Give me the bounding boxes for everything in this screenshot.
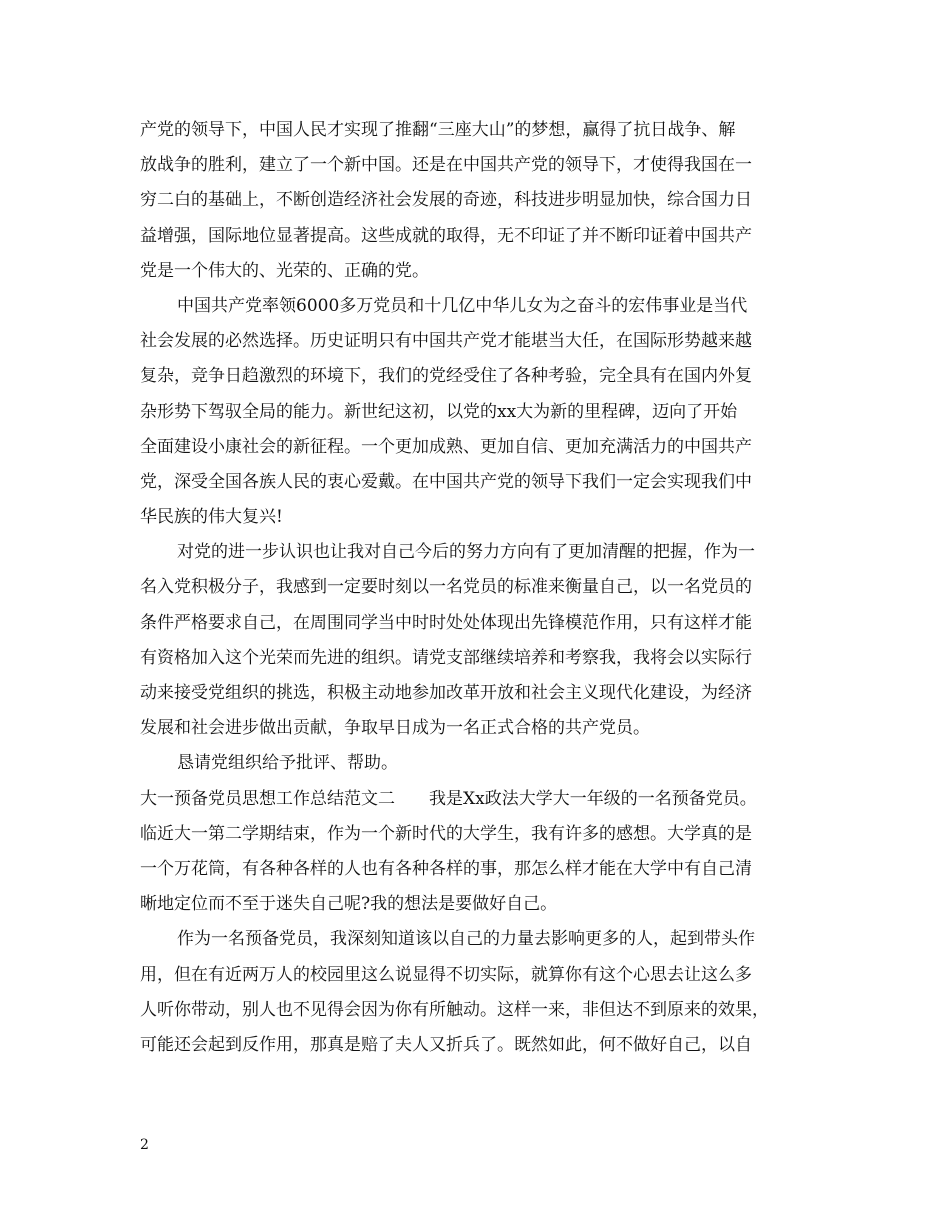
text-line: 作为一名预备党员，我深刻知道该以自己的力量去影响更多的人，起到带头作 [177,929,755,950]
text-line: 党，深受全国各族人民的衷心爱戴。在中国共产党的领导下我们一定会实现我们中 [140,471,752,492]
text-line: 对党的进一步认识也让我对自己今后的努力方向有了更加清醒的把握，作为一 [177,542,755,563]
text-line: 大一预备党员思想工作总结范文二 我是Xx政法大学大一年级的一名预备党员。 [140,788,757,809]
text-line: 益增强，国际地位显著提高。这些成就的取得，无不印证了并不断印证着中国共产 [140,225,752,246]
text-line: 可能还会起到反作用，那真是赔了夫人又折兵了。既然如此，何不做好自己，以自 [140,1034,752,1055]
body-text [140,113,820,1063]
text-line: 杂形势下驾驭全局的能力。新世纪这初，以党的xx大为新的里程碑，迈向了开始 [140,401,738,422]
text-line: 穷二白的基础上，不断创造经济社会发展的奇迹，科技进步明显加快，综合国力日 [140,190,752,211]
text-line: 人听你带动，别人也不见得会因为你有所触动。这样一来，非但达不到原来的效果， [140,999,769,1020]
text-line: 用，但在有近两万人的校园里这么说显得不切实际，就算你有这个心思去让这么多 [140,964,752,985]
text-line: 华民族的伟大复兴! [140,507,283,528]
text-line: 中国共产党率领6000多万党员和十几亿中华儿女为之奋斗的宏伟事业是当代 [177,295,748,316]
text-line: 复杂，竞争日趋激烈的环境下，我们的党经受住了各种考验，完全具有在国内外复 [140,366,752,387]
text-line: 发展和社会进步做出贡献，争取早日成为一名正式合格的共产党员。 [140,718,650,739]
page-number: 2 [140,1137,149,1153]
text-line: 一个万花筒，有各种各样的人也有各种各样的事，那怎么样才能在大学中有自己清 [140,858,752,879]
text-line: 临近大一第二学期结束，作为一个新时代的大学生，我有许多的感想。大学真的是 [140,823,752,844]
text-line: 恳请党组织给予批评、帮助。 [177,753,398,774]
text-line: 晰地定位而不至于迷失自己呢?我的想法是要做好自己。 [140,894,558,915]
text-line: 产党的领导下，中国人民才实现了推翻“三座大山”的梦想，赢得了抗日战争、解 [140,120,736,140]
text-line: 名入党积极分子，我感到一定要时刻以一名党员的标准来衡量自己，以一名党员的 [140,577,752,598]
text-line: 党是一个伟大的、光荣的、正确的党。 [140,260,429,281]
text-line: 放战争的胜利，建立了一个新中国。还是在中国共产党的领导下，才使得我国在一 [140,155,752,176]
text-line: 动来接受党组织的挑选，积极主动地参加改革开放和社会主义现代化建设，为经济 [140,683,752,703]
text-line: 有资格加入这个光荣而先进的组织。请党支部继续培养和考察我，我将会以实际行 [140,647,752,668]
text-line: 社会发展的必然选择。历史证明只有中国共产党才能堪当大任，在国际形势越来越 [140,331,752,352]
text-line: 全面建设小康社会的新征程。一个更加成熟、更加自信、更加充满活力的中国共产 [140,436,752,457]
text-line: 条件严格要求自己，在周围同学当中时时处处体现出先锋模范作用，只有这样才能 [140,612,752,633]
